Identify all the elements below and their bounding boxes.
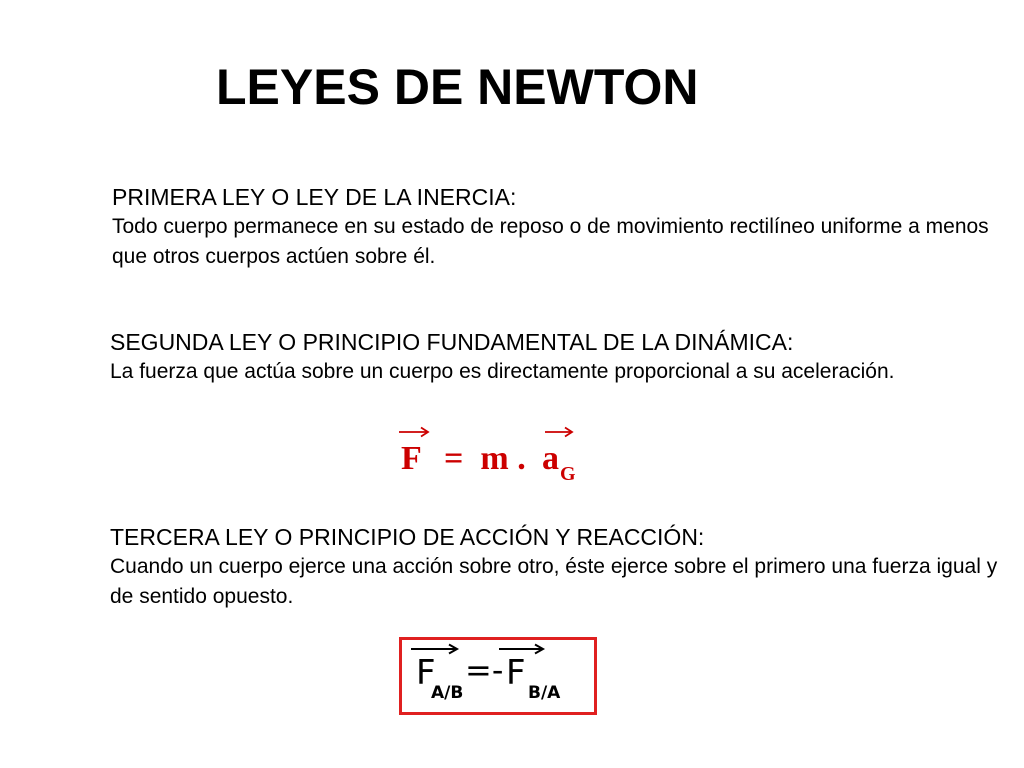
acceleration-vector-arrow-icon (544, 426, 574, 438)
force-vector-arrow-icon (398, 426, 430, 438)
action-force-symbol: F (416, 653, 436, 693)
force-symbol: F (401, 440, 422, 477)
second-law-text: La fuerza que actúa sobre un cuerpo es directamente proporcional a su aceleración. (110, 360, 895, 383)
reaction-force-subscript: B/A (528, 683, 561, 703)
second-law-formula (398, 422, 598, 486)
third-law-formula-box (399, 637, 597, 715)
first-law-heading: PRIMERA LEY O LEY DE LA INERCIA: (112, 184, 517, 210)
second-law-section (110, 328, 1000, 387)
third-law-text: Cuando un cuerpo ejerce una acción sobre otro, éste ejerce sobre el primero una fuerza igual y de sentido opuesto. (110, 555, 998, 608)
reaction-force-symbol: F (506, 653, 526, 693)
first-law-section (112, 183, 1002, 272)
acceleration-symbol: a (542, 440, 559, 477)
equals-minus-operator: =- (465, 651, 504, 689)
equals-mass-term: = m . (444, 440, 526, 477)
third-law-section (110, 523, 1000, 612)
first-law-text: Todo cuerpo permanece en su estado de reposo o de movimiento rectilíneo uniforme a menos que otros cuerpos actúen sobre él. (112, 215, 989, 268)
action-force-subscript: A/B (431, 683, 464, 703)
acceleration-subscript: G (560, 463, 576, 485)
page-title: LEYES DE NEWTON (216, 59, 699, 115)
second-law-heading: SEGUNDA LEY O PRINCIPIO FUNDAMENTAL DE LA DINÁMICA: (110, 329, 794, 355)
third-law-heading: TERCERA LEY O PRINCIPIO DE ACCIÓN Y REACCIÓN: (110, 524, 705, 550)
